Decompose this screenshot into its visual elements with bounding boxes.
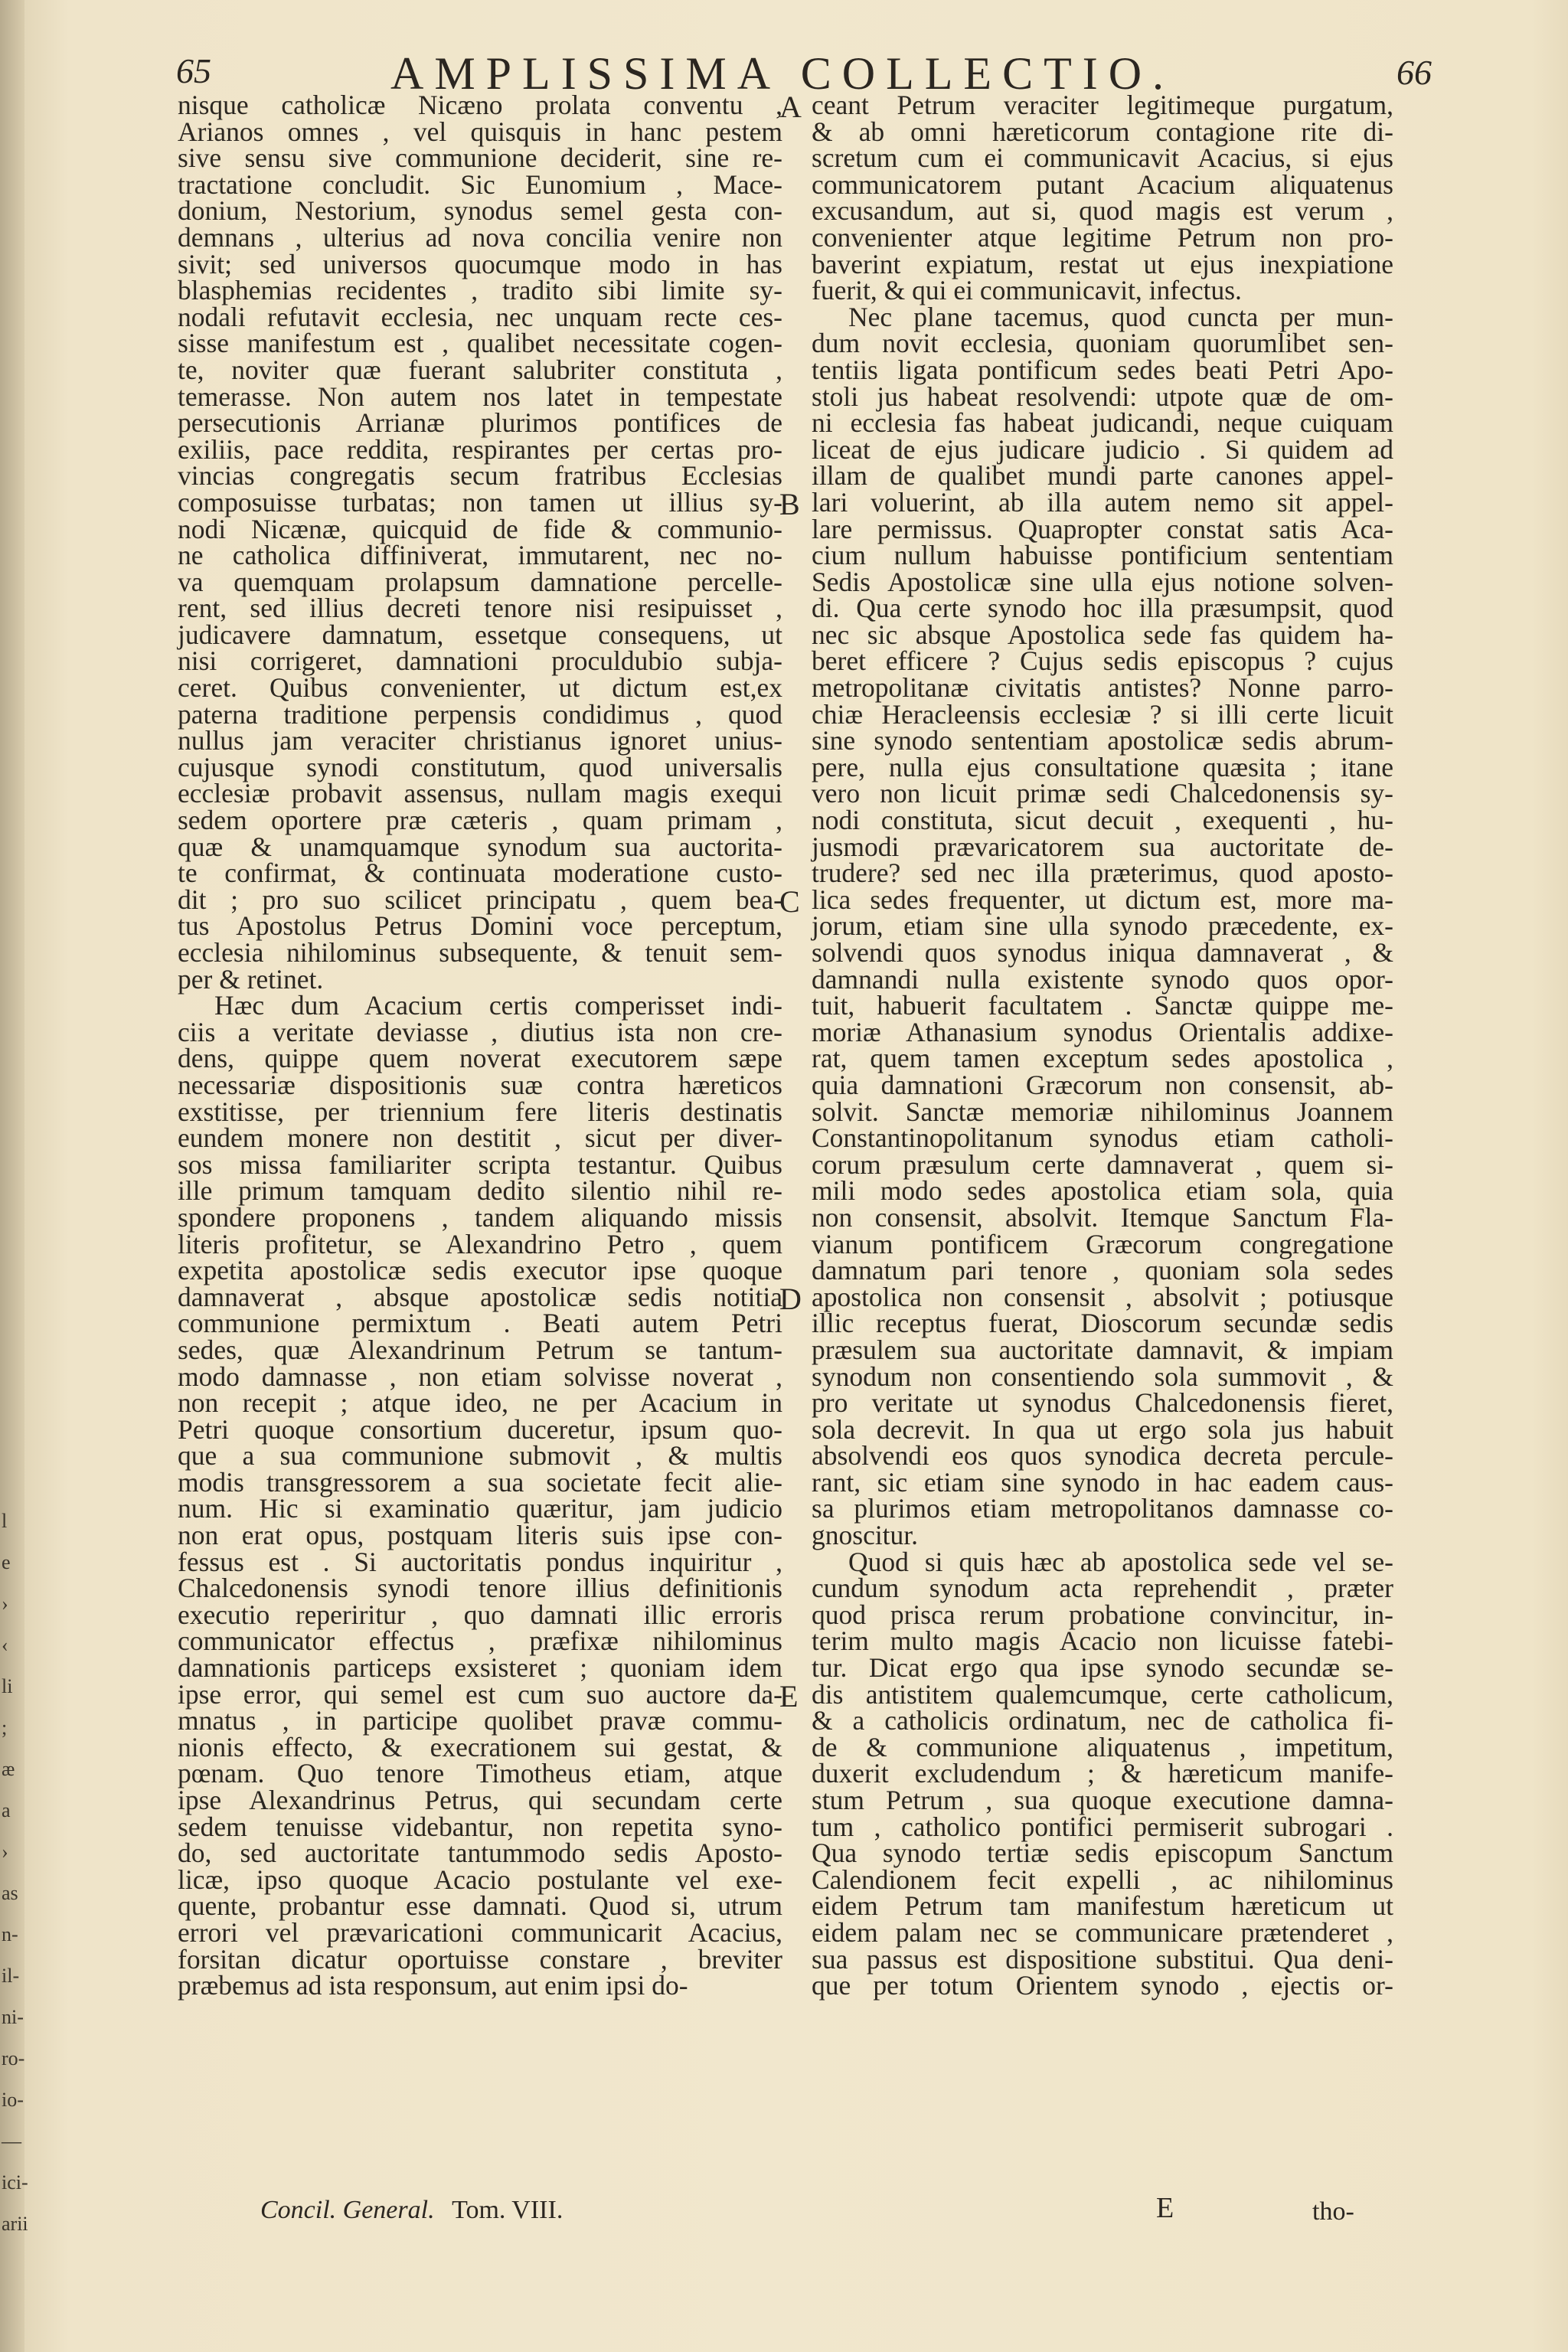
text-line: præsulem sua auctoritate damnavit, & impiam	[812, 1334, 1393, 1365]
text-line: licæ, ipso quoque Acacio postulante vel exe-	[178, 1864, 782, 1895]
text-line: judicavere damnatum, essetque consequens, ut	[178, 619, 782, 650]
text-line: ni ecclesia fas habeat judicandi, neque cuiquam	[812, 407, 1393, 439]
text-line: mili modo sedes apostolica etiam sola, quia	[812, 1175, 1393, 1207]
text-line: præbemus ad ista responsum, aut enim ipsi do-	[178, 1970, 688, 2001]
text-line: convenienter atque legitime Petrum non pro-	[812, 221, 1393, 253]
text-line: Petri quoque consortium duceretur, ipsum quo-	[178, 1413, 782, 1445]
text-line: baverint expiatum, restat ut ejus inexpiatione	[812, 248, 1393, 279]
text-line: necessariæ dispositionis suæ contra hæreticos	[178, 1069, 782, 1100]
text-line: communicatorem putant Acacium aliquatenus	[812, 168, 1393, 200]
text-line: sua passus est dispositione substitui. Qua deni-	[812, 1943, 1393, 1975]
text-line: corum præsulum certe damnaverat , quem si-	[812, 1148, 1393, 1180]
text-line: executio reperiritur , quo damnati illic erroris	[178, 1599, 782, 1630]
text-line: ne catholica diffiniverat, immutarent, nec no-	[178, 540, 782, 571]
text-line: num. Hic si examinatio quæritur, jam judicio	[178, 1493, 782, 1524]
text-line: Sedis Apostolicæ sine ulla ejus notione solven-	[812, 566, 1393, 597]
text-line: fuerit, & qui ei communicavit, infectus.	[812, 275, 1242, 306]
text-line: modis transgressorem a sua societate fecit alie-	[178, 1466, 782, 1498]
text-line: dis antistitem qualemcumque, certe catholicum,	[812, 1678, 1393, 1710]
text-line: eidem palam nec se communicare prætenderet ,	[812, 1916, 1393, 1948]
text-line: tuit, habuerit facultatem . Sanctæ quippe me-	[812, 990, 1393, 1021]
text-line: cundum synodum acta reprehendit , præter	[812, 1573, 1393, 1604]
text-line: rent, sed illius decreti tenore nisi resipuisset ,	[178, 593, 782, 624]
text-line: damnatum pari tenore , quoniam sola sedes	[812, 1255, 1393, 1286]
text-line: gnoscitur.	[812, 1520, 919, 1551]
text-line: non erat opus, postquam literis suis ipse con-	[178, 1520, 782, 1551]
text-line: nionis effecto, & execrationem sui gestat, &	[178, 1731, 782, 1762]
text-line: sos missa familiariter scripta testantur. Quibus	[178, 1148, 782, 1180]
text-line: exstitisse, per triennium fere literis destinatis	[178, 1096, 782, 1127]
text-line: sedem tenuisse videbantur, non repetita syno-	[178, 1811, 782, 1842]
text-line: damnaverat , absque apostolicæ sedis notitia	[178, 1281, 782, 1312]
text-line: quæ & unamquamque synodum sua auctorita-	[178, 831, 782, 862]
text-line: communicator effectus , præfixæ nihilominus	[178, 1625, 782, 1657]
text-line: pœnam. Quo tenore Timotheus etiam, atque	[178, 1758, 782, 1789]
text-line: beret efficere ? Cujus sedis episcopus ? cujus	[812, 645, 1393, 677]
gutter-fragment: ici-	[2, 2171, 28, 2194]
text-line: temerasse. Non autem nos latet in tempestate	[178, 381, 782, 412]
text-line: que a sua communione submovit , & multis	[178, 1440, 782, 1472]
text-line: duxerit excludendum ; & hæreticum manife-	[812, 1758, 1393, 1789]
tome-number: Tom. VIII.	[452, 2196, 564, 2224]
text-line: dum novit ecclesia, quoniam quorumlibet sen-	[812, 328, 1393, 359]
gutter-fragment: ‹	[2, 1634, 8, 1656]
gutter-fragment: ›	[2, 1592, 8, 1615]
gutter-fragment: ni-	[2, 2006, 24, 2028]
text-line: persecutionis Arrianæ plurimos pontifices de	[178, 407, 782, 439]
margin-letter: A	[779, 90, 802, 124]
text-line: jusmodi prævaricatorem sua auctoritate de-	[812, 831, 1393, 862]
text-line: tus Apostolus Petrus Domini voce perceptum,	[178, 910, 782, 942]
text-line: communione permixtum . Beati autem Petri	[178, 1308, 782, 1339]
gutter-fragment: li	[2, 1675, 13, 1697]
gutter-fragment: e	[2, 1551, 11, 1573]
text-line: ciis a veritate deviasse , diutius ista non cre-	[178, 1016, 782, 1047]
text-line: Qua synodo tertiæ sedis episcopum Sanctum	[812, 1838, 1393, 1869]
text-line: sive sensu sive communione deciderit, sine re-	[178, 142, 782, 174]
text-line: & a catholicis ordinatum, nec de catholica fi-	[812, 1705, 1393, 1736]
text-line: non consensit, absolvit. Itemque Sanctum Fla-	[812, 1201, 1393, 1233]
text-line: nodali refutavit ecclesia, nec unquam recte ces-	[178, 301, 782, 332]
text-line: Hæc dum Acacium certis comperisset indi-	[214, 990, 782, 1021]
text-line: sisse manifestum est , qualibet necessitate cogen-	[178, 328, 782, 359]
text-line: literis profitetur, se Alexandrino Petro , quem	[178, 1228, 782, 1259]
gutter-fragment: arii	[2, 2213, 28, 2235]
text-line: per & retinet.	[178, 963, 324, 995]
text-line: eundem monere non destitit , sicut per diver-	[178, 1122, 782, 1154]
text-line: non recepit ; atque ideo, ne per Acacium in	[178, 1387, 782, 1419]
text-line: synodum non consentiendo sola summovit , &	[812, 1361, 1393, 1392]
text-line: demnans , ulterius ad nova concilia venire non	[178, 221, 782, 253]
gutter-fragment: ro-	[2, 2047, 25, 2069]
text-line: cium nullum habuisse pontificium sententiam	[812, 540, 1393, 571]
text-line: solvit. Sanctæ memoriæ nihilominus Joannem	[812, 1096, 1393, 1127]
text-line: jorum, etiam sine ulla synodo præcedente, ex-	[812, 910, 1393, 942]
text-line: paterna traditione perpensis condidimus , quod	[178, 698, 782, 730]
text-line: rant, sic etiam sine synodo in hac eadem caus-	[812, 1466, 1393, 1498]
text-line: tum , catholico pontifici permiserit subrogari .	[812, 1811, 1393, 1842]
text-line: terim multo magis Acacio non licuisse fatebi-	[812, 1625, 1393, 1657]
gutter-fragment: æ	[2, 1758, 15, 1780]
text-line: vianum pontificem Græcorum congregatione	[812, 1228, 1393, 1259]
text-line: & ab omni hæreticorum contagione rite di-	[812, 116, 1393, 147]
text-line: cujusque synodi constitutum, quod universalis	[178, 751, 782, 782]
right-text-column	[812, 92, 1393, 1999]
text-line: Nec plane tacemus, quod cuncta per mun-	[848, 301, 1393, 332]
text-line: lica sedes frequenter, ut dictum est, more ma-	[812, 884, 1393, 915]
text-line: exiliis, pace reddita, respirantes per certas pro-	[178, 433, 782, 465]
gutter-fragment: il-	[2, 1965, 20, 1987]
margin-letter: C	[779, 884, 800, 919]
gutter-fragment: ›	[2, 1841, 8, 1863]
gutter-fragment: n-	[2, 1923, 18, 1945]
text-line: apostolica non consensit , absolvit ; potiusque	[812, 1281, 1393, 1312]
text-line: do, sed auctoritate tantummodo sedis Aposto-	[178, 1838, 782, 1869]
text-line: Chalcedonensis synodi tenore illius definitionis	[178, 1573, 782, 1604]
text-line: absolvendi eos quos synodica decreta percule-	[812, 1440, 1393, 1472]
text-line: nodi constituta, sicut decuit , exequenti , hu-	[812, 805, 1393, 836]
text-line: nisque catholicæ Nicæno prolata conventu ,	[178, 90, 782, 120]
margin-letter: E	[779, 1679, 799, 1713]
text-line: forsitan dicatur oportuisse constare , breviter	[178, 1943, 782, 1975]
text-line: moriæ Athanasium synodus Orientalis addixe-	[812, 1016, 1393, 1047]
text-line: Arianos omnes , vel quisquis in hanc pestem	[178, 116, 782, 147]
text-line: stoli jus habeat resolvendi: utpote quæ de om-	[812, 381, 1393, 412]
text-line: donium, Nestorium, synodus semel gesta con-	[178, 195, 782, 227]
facing-page-fragments	[2, 1501, 28, 2245]
text-line: eidem Petrum tam manifestum hæreticum ut	[812, 1890, 1393, 1922]
text-line: chiæ Heracleensis ecclesiæ ? si illi certe licuit	[812, 698, 1393, 730]
text-line: sola decrevit. In qua ut ergo sola jus habuit	[812, 1413, 1393, 1445]
text-line: illic receptus fuerat, Dioscorum secundæ sedis	[812, 1308, 1393, 1339]
text-line: vincias congregatis secum fratribus Ecclesias	[178, 460, 782, 492]
text-line: sine synodo sententiam apostolicæ sedis abrum-	[812, 725, 1393, 756]
text-line: sedes, quæ Alexandrinum Petrum se tantum-	[178, 1334, 782, 1365]
text-line: ipse Alexandrinus Petrus, qui secundam certe	[178, 1785, 782, 1815]
gutter-fragment: a	[2, 1799, 11, 1821]
text-line: ipse error, qui semel est cum suo auctore da-	[178, 1678, 782, 1710]
text-line: te, noviter quæ fuerant salubriter constituta ,	[178, 354, 782, 385]
text-line: sivit; sed universos quocumque modo in has	[178, 248, 782, 279]
text-line: ceant Petrum veraciter legitimeque purgatum,	[812, 90, 1393, 120]
text-line: liceat de ejus judicare judicio . Si quidem ad	[812, 433, 1393, 465]
text-line: quente, probantur esse damnati. Quod si, utrum	[178, 1890, 782, 1922]
footer-signature	[260, 2196, 563, 2225]
margin-letter: D	[779, 1282, 802, 1316]
text-line: ecclesia nihilominus subsequente, & tenuit sem-	[178, 937, 782, 968]
text-line: tentiis ligata pontificum sedes beati Petri Apo-	[812, 354, 1393, 385]
gutter-fragment: —	[2, 2130, 21, 2152]
text-line: sedem oportere præ cæteris , quam primam ,	[178, 805, 782, 836]
running-title: AMPLISSIMA COLLECTIO.	[390, 48, 1175, 99]
text-line: fessus est . Si auctoritatis pondus inquiritur ,	[178, 1546, 782, 1577]
text-line: que per totum Orientem synodo , ejectis or-	[812, 1970, 1393, 2001]
text-line: tractatione concludit. Sic Eunomium , Mace-	[178, 168, 782, 200]
text-line: quia damnationi Græcorum non consensit, ab-	[812, 1069, 1393, 1100]
text-line: damnationis particeps exsisteret ; quoniam idem	[178, 1652, 782, 1684]
text-line: spondere proponens , tandem aliquando missis	[178, 1201, 782, 1233]
text-line: trudere? sed nec illa præterimus, quod aposto-	[812, 858, 1393, 889]
text-line: tur. Dicat ergo qua ipse synodo secundæ se-	[812, 1652, 1393, 1684]
gutter-fragment: io-	[2, 2089, 24, 2111]
text-line: illam de qualibet mundi parte canones appel-	[812, 460, 1393, 492]
text-line: metropolitanæ civitatis antistes? Nonne parro-	[812, 672, 1393, 704]
text-line: di. Qua certe synodo hoc illa præsumpsit, quod	[812, 593, 1393, 624]
text-line: quod prisca rerum probatione convincitur, in-	[812, 1599, 1393, 1630]
text-line: ceret. Quibus convenienter, ut dictum est,ex	[178, 672, 782, 704]
text-line: mnatus , in participe quolibet pravæ commu-	[178, 1705, 782, 1736]
text-line: nodi Nicænæ, quicquid de fide & communio-	[178, 513, 782, 544]
text-line: solvendi quos synodus iniqua damnaverat , &	[812, 937, 1393, 968]
gutter-fragment: l	[2, 1510, 8, 1532]
text-line: Quod si quis hæc ab apostolica sede vel se-	[848, 1546, 1393, 1577]
text-line: te confirmat, & continuata moderatione custo-	[178, 858, 782, 889]
text-line: blasphemias recidentes , tradito sibi limite sy-	[178, 275, 782, 306]
text-line: nullus jam veraciter christianus ignoret unius-	[178, 725, 782, 756]
text-line: ecclesiæ probavit assensus, nullam magis exequi	[178, 778, 782, 809]
text-line: damnandi nulla existente synodo quos opor-	[812, 963, 1393, 995]
text-line: pere, nulla ejus consultatione quæsita ; itane	[812, 751, 1393, 782]
margin-letter: B	[779, 487, 800, 521]
text-line: va quemquam prolapsum damnatione percelle-	[178, 566, 782, 597]
text-line: composuisse turbatas; non tamen ut illius sy-	[178, 486, 782, 518]
text-line: expetita apostolicæ sedis executor ipse quoque	[178, 1255, 782, 1286]
text-line: lari voluerint, ab illa autem nemo sit appel-	[812, 486, 1393, 518]
text-line: de & communione aliquatenus , impetitum,	[812, 1731, 1393, 1762]
text-line: Constantinopolitanum synodus etiam catholi-	[812, 1122, 1393, 1154]
gutter-fragment: ;	[2, 1717, 8, 1739]
text-line: pro veritate ut synodus Chalcedonensis fieret,	[812, 1387, 1393, 1419]
text-line: errori vel prævaricationi communicarit Acacius,	[178, 1916, 782, 1948]
gutter-fragment: as	[2, 1882, 18, 1904]
text-line: nec sic absque Apostolica sede fas quidem ha-	[812, 619, 1393, 650]
text-line: Calendionem fecit expelli , ac nihilominus	[812, 1864, 1393, 1895]
signature-letter: E	[1156, 2192, 1174, 2224]
page-number-left: 65	[176, 51, 211, 90]
text-line: sa plurimos etiam metropolitanos damnasse co-	[812, 1493, 1393, 1524]
text-line: rat, quem tamen exceptum sedes apostolica ,	[812, 1043, 1393, 1074]
text-line: scretum cum ei communicavit Acacius, si ejus	[812, 142, 1393, 174]
text-line: lare permissus. Quapropter constat satis Aca-	[812, 513, 1393, 544]
catchword: tho-	[1312, 2197, 1354, 2226]
text-line: nisi corrigeret, damnationi proculdubio subja-	[178, 645, 782, 677]
text-line: dit ; pro suo scilicet principatu , quem bea-	[178, 884, 782, 915]
text-line: ille primum tamquam dedito silentio nihil re-	[178, 1175, 782, 1207]
left-text-column	[178, 92, 782, 1999]
text-line: vero non licuit primæ sedi Chalcedonensis sy-	[812, 778, 1393, 809]
text-line: dens, quippe quem noverat executorem sæpe	[178, 1043, 782, 1074]
text-line: modo damnasse , non etiam solvisse noverat ,	[178, 1361, 782, 1392]
text-line: excusandum, aut si, quod magis est verum ,	[812, 195, 1393, 227]
signature-text: Concil. General.	[260, 2196, 435, 2224]
page-number-right: 66	[1396, 53, 1432, 92]
text-line: stum Petrum , sua quoque executione damna-	[812, 1785, 1393, 1815]
